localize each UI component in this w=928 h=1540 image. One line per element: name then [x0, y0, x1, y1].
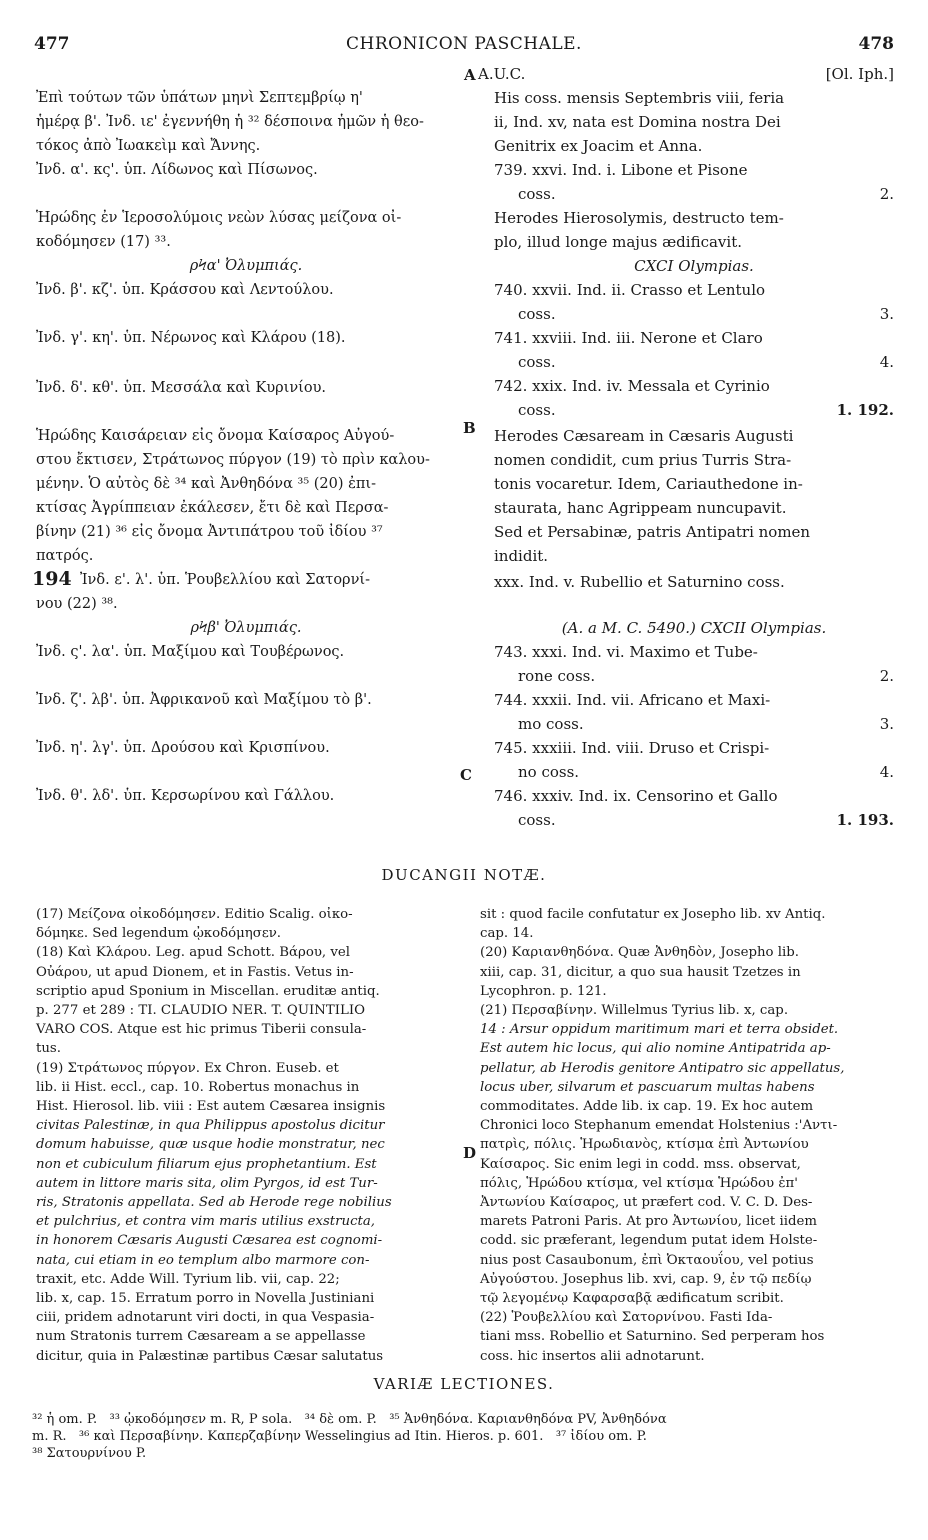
year-number: 3. [879, 715, 894, 733]
latin-line: coss. [518, 353, 556, 371]
page-number-left: 477 [34, 34, 70, 54]
variant-line: ³⁸ Σατουρνίνου P. [32, 1446, 147, 1461]
note-line: locus uber, silvarum et pascuarum multas habens [480, 1079, 815, 1095]
note-line: nius post Casaubonum, ἐπὶ Ὀκταουΐου, vel potius [480, 1252, 814, 1268]
note-line: traxit, etc. Adde Will. Tyrium lib. vii, cap. 22; [36, 1271, 340, 1287]
latin-line: no coss. [518, 763, 580, 781]
note-line: Καίσαρος. Sic enim legi in codd. mss. observat, [480, 1156, 801, 1172]
note-line: (20) Καριανθηδόνα. Quæ Ἀνθηδὸν, Josepho lib. [480, 945, 800, 961]
greek-line: Ἰνδ. δ'. κθ'. ὑπ. Μεσσάλα καὶ Κυρινίου. [36, 380, 327, 396]
note-line: δόμηκε. Sed legendum ᾠκοδόμησεν. [36, 926, 282, 942]
auc-heading: A.U.C. [478, 65, 526, 83]
note-line: ciii, pridem adnotarunt viri docti, in qua Vespasia- [36, 1310, 375, 1326]
note-line: tiani mss. Robellio et Saturnino. Sed perperam hos [480, 1329, 825, 1345]
note-line: Est autem hic locus, qui alio nomine Antipatrida ap- [480, 1041, 831, 1057]
note-line: codd. sic præferant, legendum putat idem Holste- [480, 1233, 818, 1249]
latin-line: mo coss. [518, 715, 584, 733]
note-line: xiii, cap. 31, dicitur, a quo sua hausit Tzetzes in [480, 964, 801, 980]
variae-title: VARIÆ LECTIONES. [373, 1375, 555, 1393]
latin-line: 741. xxviii. Ind. iii. Nerone et Claro [494, 329, 763, 347]
note-line: coss. hic insertos alii adnotarunt. [480, 1348, 705, 1364]
note-line: VARO COS. Atque est hic primus Tiberii consula- [36, 1022, 367, 1038]
note-line: autem in littore maris sita, olim Pyrgos, id est Tur- [36, 1175, 378, 1191]
greek-line: κτίσας Ἀγρίππειαν ἐκάλεσεν, ἔτι δὲ καὶ Περσα- [36, 500, 389, 516]
note-line: non et cubiculum filiarum ejus prophetantium. Est [36, 1156, 377, 1172]
greek-line: Ἰνδ. γ'. κη'. ὑπ. Νέρωνος καὶ Κλάρου (18). [36, 330, 346, 346]
greek-line: Ἰνδ. α'. κς'. ὑπ. Λίδωνος καὶ Πίσωνος. [36, 162, 318, 178]
greek-line: στου ἔκτισεν, Στράτωνος πύργον (19) τὸ πρὶν καλου- [36, 452, 430, 468]
note-line: Hist. Hierosol. lib. viii : Est autem Cæsarea insignis [36, 1099, 386, 1114]
latin-line: Herodes Cæsaream in Cæsaris Augusti [494, 427, 794, 445]
latin-line: 739. xxvi. Ind. i. Libone et Pisone [494, 161, 748, 179]
margin-marker-a: A [464, 66, 476, 84]
note-line: domum habuisse, quæ usque hodie monstratur, nec [36, 1137, 385, 1153]
greek-column [32, 86, 456, 826]
notes-right-column [480, 905, 898, 1375]
latin-line: Herodes Hierosolymis, destructo tem- [494, 209, 784, 227]
note-line: num Stratonis turrem Cæsaream a se appellasse [36, 1329, 366, 1345]
note-line: tus. [36, 1041, 61, 1057]
latin-line: Sed et Persabinæ, patris Antipatri nomen [494, 523, 811, 541]
note-line: lib. x, cap. 15. Erratum porro in Novella Justiniani [36, 1291, 375, 1306]
greek-line: Ἰνδ. η'. λγ'. ὑπ. Δρούσου καὶ Κρισπίνου. [36, 740, 330, 756]
note-line: πατρὶς, πόλις. Ἡρωδιανὸς, κτίσμα ἐπὶ Ἀντωνίου [480, 1137, 809, 1153]
latin-line: Genitrix ex Joacim et Anna. [494, 137, 703, 155]
olympiad-heading: ρϞβ' Ὀλυμπιάς. [190, 620, 302, 636]
olympiad-heading: ρϞα' Ὀλυμπιάς. [189, 258, 303, 274]
latin-column [478, 62, 894, 842]
greek-line: Ἰνδ. β'. κζ'. ὑπ. Κράσσου καὶ Λεντούλου. [36, 282, 334, 298]
latin-line: indidit. [494, 547, 549, 565]
year-number: 2. [879, 667, 894, 685]
note-line: (19) Στράτωνος πύργον. Ex Chron. Euseb. et [36, 1060, 339, 1076]
latin-line: xxx. Ind. v. Rubellio et Saturnino coss. [494, 573, 785, 591]
greek-line: κοδόμησεν (17) ³³. [36, 234, 171, 250]
greek-line: νου (22) ³⁸. [36, 596, 118, 612]
year-number: 3. [879, 305, 894, 323]
note-line: πόλις, Ἡρώδου κτίσμα, vel κτίσμα Ἡρώδου ἐπ' [480, 1175, 798, 1191]
running-title: CHRONICON PASCHALE. [346, 34, 582, 54]
note-line: commoditates. Adde lib. ix cap. 19. Ex hoc autem [480, 1099, 814, 1114]
latin-line: 742. xxix. Ind. iv. Messala et Cyrinio [494, 377, 770, 395]
note-line: dicitur, quia in Palæstinæ partibus Cæsar salutatus [36, 1348, 384, 1364]
note-line: Ἀντωνίου Καίσαρος, ut præfert cod. V. C. D. Des- [480, 1195, 813, 1210]
olympiad-heading: CXCI Olympias. [634, 257, 754, 275]
latin-line: coss. [518, 401, 556, 419]
note-line: lib. ii Hist. eccl., cap. 10. Robertus monachus in [36, 1079, 360, 1095]
note-line: (22) Ῥουβελλίου καὶ Σατορνίνου. Fasti Ida- [480, 1310, 773, 1326]
page-marker-194: 194 [32, 568, 72, 590]
note-line: pellatur, ab Herodis genitore Antipatro sic appellatus, [480, 1060, 845, 1076]
year-number: 2. [879, 185, 894, 203]
greek-line: τόκος ἀπὸ Ἰωακεὶμ καὶ Ἄννης. [36, 138, 261, 154]
latin-line: coss. [518, 185, 556, 203]
greek-line: μένην. Ὁ αὐτὸς δὲ ³⁴ καὶ Ἀνθηδόνα ³⁵ (20) ἐπι- [36, 476, 377, 492]
greek-line: Ἡρώδης Καισάρειαν εἰς ὄνομα Καίσαρος Αὐγού- [36, 428, 395, 444]
note-line: cap. 14. [480, 926, 534, 942]
margin-marker-d: D [463, 1144, 477, 1162]
greek-line: ἡμέρᾳ β'. Ἰνδ. ιε' ἐγεννήθη ἡ ³² δέσποινα ἡμῶν ἡ θεο- [36, 114, 424, 130]
latin-line: coss. [518, 811, 556, 829]
greek-line: Ἰνδ. ε'. λ'. ὑπ. Ῥουβελλίου καὶ Σατορνί- [80, 572, 370, 588]
latin-line: nomen condidit, cum prius Turris Stra- [494, 451, 792, 469]
variae-lectiones [32, 1411, 898, 1471]
greek-line: Ἰνδ. ζ'. λβ'. ὑπ. Ἀφρικανοῦ καὶ Μαξίμου τὸ β'. [36, 692, 372, 708]
year-number: 4. [879, 763, 894, 781]
notes-title: DUCANGII NOTÆ. [381, 866, 547, 884]
note-line: civitas Palestinæ, in qua Philippus apostolus dicitur [36, 1118, 385, 1134]
latin-line: rone coss. [518, 667, 596, 685]
note-line: τῷ λεγομένῳ Καφαρσαβᾷ ædificatum scribit. [480, 1291, 784, 1306]
note-line: (21) Περσαβίνην. Willelmus Tyrius lib. x, cap. [480, 1003, 789, 1018]
year-number: 4. [879, 353, 894, 371]
greek-line: Ἰνδ. θ'. λδ'. ὑπ. Κερσωρίνου καὶ Γάλλου. [36, 788, 335, 804]
latin-line: 746. xxxiv. Ind. ix. Censorino et Gallo [494, 787, 778, 805]
latin-line: plo, illud longe majus ædificavit. [494, 233, 742, 251]
latin-line: coss. [518, 305, 556, 323]
greek-line: πατρός. [36, 548, 94, 564]
latin-line: His coss. mensis Septembris viii, feria [494, 89, 785, 107]
note-line: in honorem Cæsaris Augusti Cæsarea est cognomi- [36, 1233, 383, 1249]
latin-line: 745. xxxiii. Ind. viii. Druso et Crispi- [494, 739, 770, 757]
greek-line: Ἡρώδης ἐν Ἱεροσολύμοις νεὼν λύσας μείζονα οἰ- [36, 210, 402, 226]
latin-line: ii, Ind. xv, nata est Domina nostra Dei [494, 113, 781, 131]
variant-line: m. R. ³⁶ καὶ Περσαβίνην. Καπερζαβίνην Wesselingius ad Itin. Hieros. p. 601. ³⁷ ἰδίου om. P. [32, 1429, 647, 1444]
note-line: 14 : Arsur oppidum maritimum mari et terra obsidet. [480, 1022, 839, 1038]
note-line: (17) Μείζονα οἰκοδόμησεν. Editio Scalig. οἰκο- [36, 907, 353, 922]
greek-line: Ἰνδ. ς'. λα'. ὑπ. Μαξίμου καὶ Τουβέρωνος. [36, 644, 345, 660]
note-line: sit : quod facile confutatur ex Josepho lib. xv Antiq. [480, 907, 826, 922]
page-number-right: 478 [858, 34, 894, 54]
greek-line: Ἐπὶ τούτων τῶν ὑπάτων μηνὶ Σεπτεμβρίῳ η' [36, 90, 363, 106]
variant-line: ³² ἡ om. P. ³³ ᾠκοδόμησεν m. R, P sola. ³⁴ δὲ om. P. ³⁵ Ἀνθηδόνα. Καριανθηδόνα PV, Ἀνθηδόνα [32, 1412, 667, 1427]
note-line: et pulchrius, et contra vim maris utilius exstructa, [36, 1214, 376, 1230]
note-line: marets Patroni Paris. At pro Ἀντωνίου, licet iidem [480, 1214, 817, 1230]
latin-line: 743. xxxi. Ind. vi. Maximo et Tube- [494, 643, 758, 661]
note-line: nata, cui etiam in eo templum albo marmore con- [36, 1252, 370, 1268]
note-line: Lycophron. p. 121. [480, 983, 607, 999]
note-line: (18) Καὶ Κλάρου. Leg. apud Schott. Βάρου, vel [36, 945, 350, 961]
year-number: 1. 192. [836, 401, 894, 419]
olympiad-year-heading: [Ol. Iph.] [825, 65, 894, 83]
note-line: Οὐάρου, ut apud Dionem, et in Fastis. Vetus in- [36, 964, 354, 980]
margin-marker-b: B [463, 419, 476, 437]
running-head [30, 34, 898, 58]
latin-line: tonis vocaretur. Idem, Cariauthedone in- [494, 475, 803, 493]
notes-left-column [36, 905, 454, 1375]
latin-line: staurata, hanc Agrippeam nuncupavit. [494, 499, 787, 517]
latin-line: 744. xxxii. Ind. vii. Africano et Maxi- [494, 691, 771, 709]
latin-line: 740. xxvii. Ind. ii. Crasso et Lentulo [494, 281, 766, 299]
greek-line: βίνην (21) ³⁶ εἰς ὄνομα Ἀντιπάτρου τοῦ ἰδίου ³⁷ [36, 524, 383, 540]
note-line: ris, Stratonis appellata. Sed ab Herode rege nobilius [36, 1195, 392, 1210]
note-line: Chronici loco Stephanum emendat Holstenius :'Αντι- [480, 1118, 838, 1134]
note-line: Αὐγούστου. Josephus lib. xvi, cap. 9, ἐν τῷ πεδίῳ [480, 1271, 812, 1287]
olympiad-heading: (A. a M. C. 5490.) CXCII Olympias. [561, 619, 827, 637]
year-number: 1. 193. [836, 811, 894, 829]
margin-marker-c: C [460, 766, 472, 784]
note-line: scriptio apud Sponium in Miscellan. eruditæ antiq. [36, 983, 380, 999]
note-line: p. 277 et 289 : TI. CLAUDIO NER. T. QUINTILIO [36, 1003, 366, 1018]
